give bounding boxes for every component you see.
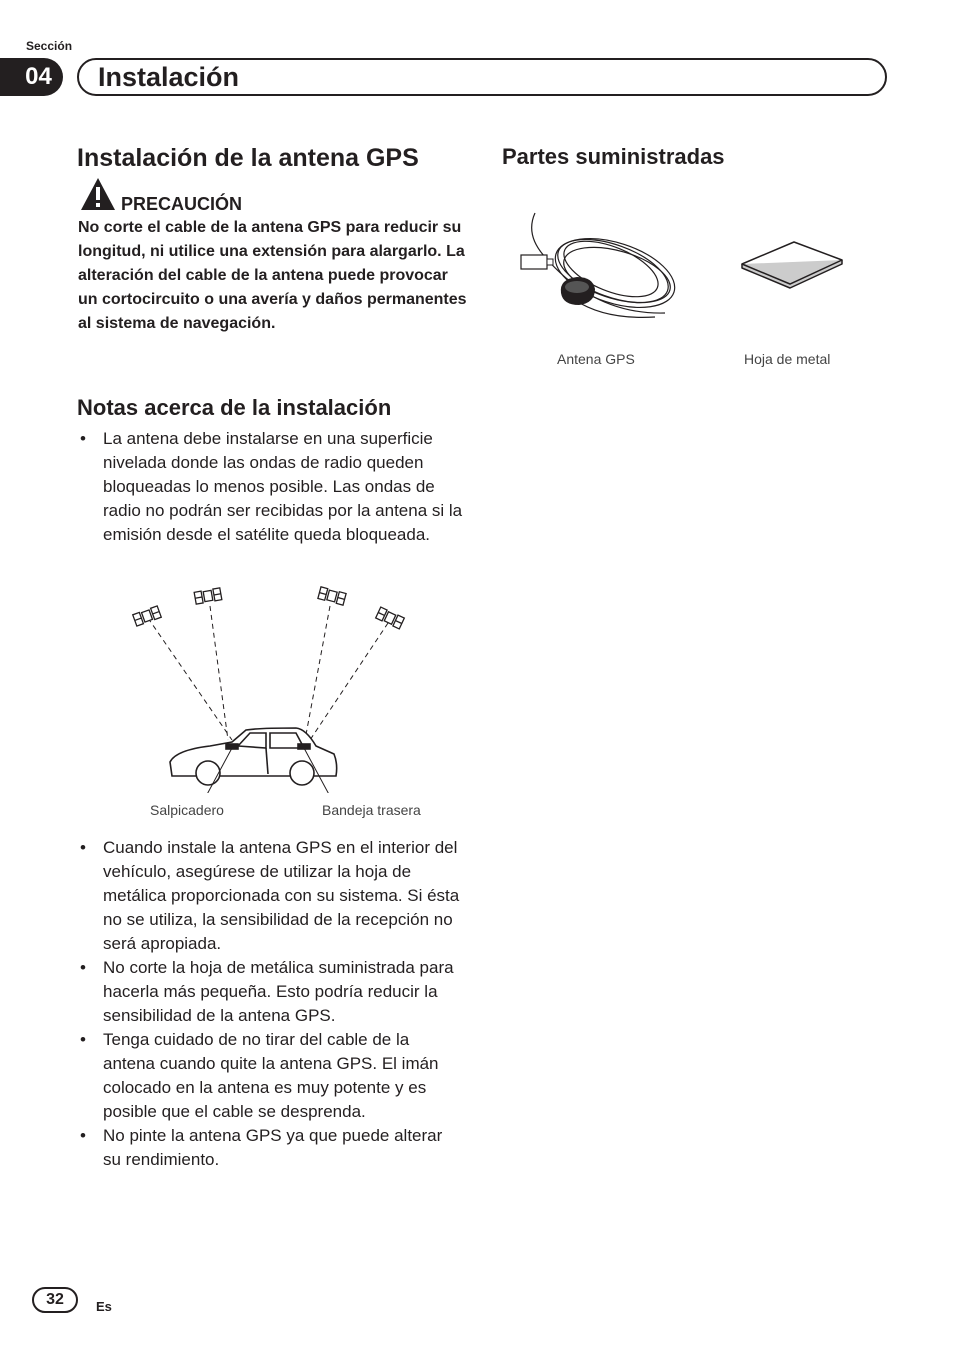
metal-sheet-icon bbox=[738, 238, 846, 297]
notes-list-top bbox=[78, 427, 463, 547]
caption-gps-antenna: Antena GPS bbox=[557, 351, 635, 367]
list-item-text: No corte la hoja de metálica suministrada para hacerla más pequeña. Esto podría reducir la sensibilidad de la antena GPS. bbox=[103, 958, 454, 1025]
gps-antenna-icon bbox=[515, 205, 685, 330]
list-item-text: Tenga cuidado de no tirar del cable de la antena cuando quite la antena GPS. El imán colocado en la antena es muy potente y es posible que el cable se desprenda. bbox=[103, 1030, 439, 1121]
list-item-text: No pinte la antena GPS ya que puede alterar su rendimiento. bbox=[103, 1126, 443, 1169]
section-label: Sección bbox=[26, 39, 73, 53]
list-item bbox=[78, 1028, 463, 1124]
caution-text: No corte el cable de la antena GPS para reducir su longitud, ni utilice una extensión para alargarlo. La alteración del cable de la antena puede provocar un cortocircuito o una avería y daños permanentes al sistema de navegación. bbox=[78, 219, 467, 332]
language-code: Es bbox=[96, 1299, 112, 1314]
list-item-text: Cuando instale la antena GPS en el interior del vehículo, asegúrese de utilizar la hoja de metálica proporcionada con su sistema. Si ésta no se utiliza, la sensibilidad de la recepción no será apropiada. bbox=[103, 838, 460, 953]
bullet-symbol: • bbox=[80, 429, 86, 448]
list-item bbox=[78, 1124, 463, 1172]
list-item bbox=[78, 427, 463, 547]
list-item bbox=[78, 956, 463, 1028]
section-number-badge: 04 bbox=[0, 58, 63, 96]
caution-heading: PRECAUCIÓN bbox=[121, 194, 243, 214]
page-number: 32 bbox=[32, 1287, 78, 1313]
list-item-text: La antena debe instalarse en una superficie nivelada donde las ondas de radio queden bloqueadas lo menos posible. Las ondas de radio no podrán ser recibidas por la antena si la emisión desde el satélite queda bloqueada. bbox=[103, 429, 463, 544]
warning-icon bbox=[80, 177, 116, 216]
page-title: Instalación de la antena GPS bbox=[77, 144, 419, 172]
section-title: Instalación bbox=[98, 62, 240, 92]
bullet-symbol: • bbox=[80, 958, 86, 977]
caption-dashboard: Salpicadero bbox=[150, 802, 224, 818]
car-icon bbox=[170, 728, 337, 785]
satellite-icon bbox=[133, 587, 405, 629]
bullet-symbol: • bbox=[80, 838, 86, 857]
list-item bbox=[78, 836, 463, 956]
bullet-symbol: • bbox=[80, 1030, 86, 1049]
supplied-parts-heading: Partes suministradas bbox=[502, 144, 725, 169]
caption-metal-sheet: Hoja de metal bbox=[744, 351, 831, 367]
caption-rear-tray: Bandeja trasera bbox=[322, 802, 421, 818]
satellite-reception-figure bbox=[120, 578, 450, 798]
notes-list-bottom bbox=[78, 836, 463, 1172]
notes-heading: Notas acerca de la instalación bbox=[77, 395, 392, 420]
bullet-symbol: • bbox=[80, 1126, 86, 1145]
